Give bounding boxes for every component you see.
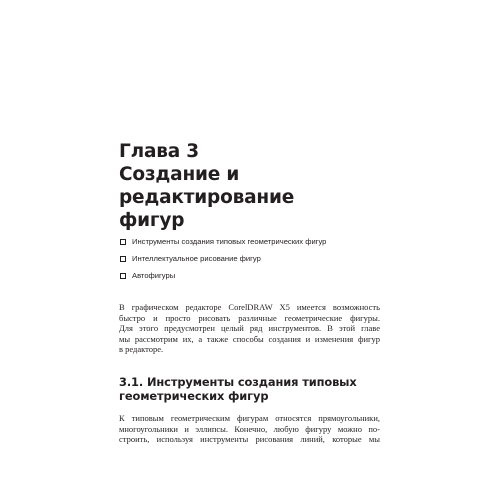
chapter-title-line: Глава 3	[119, 141, 199, 162]
text-line: К типовым геометрическим фигурам относятся прямоугольники,	[119, 413, 380, 423]
list-item-label: Автофигуры	[132, 271, 176, 280]
text-line: строить, используя инструменты рисования линий, которые мы	[119, 434, 380, 445]
list-item	[119, 271, 326, 288]
chapter-title	[119, 140, 399, 232]
section-body-paragraph	[119, 413, 380, 445]
list-item	[119, 237, 326, 254]
text-line: многоугольники и эллипсы. Конечно, любую фигуру можно по-	[119, 423, 380, 434]
text-line: быстро и просто рисовать различные геометрические фигуры.	[119, 312, 380, 323]
section-title-line: 3.1. Инструменты создания типовых	[119, 375, 357, 389]
chapter-contents-list	[119, 237, 326, 288]
text-line: Для этого предусмотрен целый ряд инструментов. В этой главе	[119, 323, 380, 334]
text-line: мы рассмотрим их, а также способы создания и изменения фигур	[119, 333, 380, 344]
chapter-title-line: фигур	[119, 210, 185, 231]
section-title	[119, 375, 389, 403]
chapter-title-line: Создание и редактирование	[119, 164, 295, 208]
intro-paragraph	[119, 302, 380, 355]
text-line: в редакторе.	[119, 344, 164, 355]
square-bullet-icon	[120, 239, 126, 245]
text-line: В графическом редакторе CorelDRAW X5 имеется возможность	[119, 302, 380, 312]
square-bullet-icon	[120, 273, 126, 279]
list-item-label: Инструменты создания типовых геометрических фигур	[132, 237, 327, 246]
list-item	[119, 254, 326, 271]
square-bullet-icon	[120, 256, 126, 262]
list-item-label: Интеллектуальное рисование фигур	[132, 254, 261, 263]
section-title-line: геометрических фигур	[119, 389, 269, 403]
